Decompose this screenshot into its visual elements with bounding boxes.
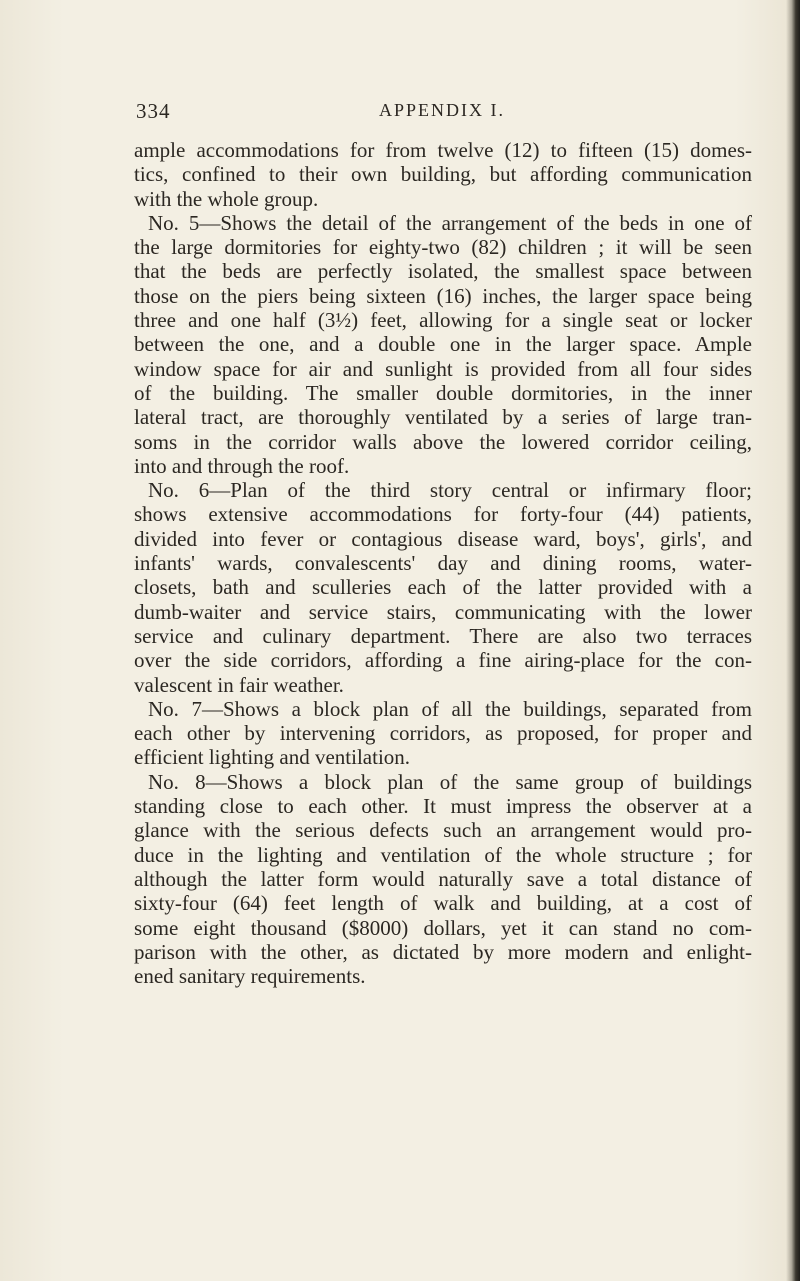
text-line: with the whole group. <box>134 186 319 211</box>
text-line: of the building. The smaller double dormitories, in the inner <box>134 380 752 405</box>
text-line: No. 8—Shows a block plan of the same group of buildings <box>148 769 752 794</box>
text-line: standing close to each other. It must impress the observer at a <box>134 794 752 819</box>
page-edge-shadow <box>786 0 800 1281</box>
text-line: infants' wards, convalescents' day and dining rooms, water- <box>134 551 752 576</box>
text-line: lateral tract, are thoroughly ventilated by a series of large tran- <box>134 405 752 430</box>
text-line: duce in the lighting and ventilation of the whole structure ; for <box>134 842 752 867</box>
text-line: ample accommodations for from twelve (12) to fifteen (15) domes- <box>134 138 752 162</box>
text-line: tics, confined to their own building, but affording communication <box>134 162 752 187</box>
text-line: over the side corridors, affording a fine airing-place for the con- <box>134 648 752 673</box>
text-line: three and one half (3½) feet, allowing for a single seat or locker <box>134 308 752 333</box>
text-line: into and through the roof. <box>134 453 350 478</box>
text-line: between the one, and a double one in the larger space. Ample <box>134 332 752 357</box>
text-line: window space for air and sunlight is provided from all four sides <box>134 356 752 381</box>
text-line: those on the piers being sixteen (16) inches, the larger space being <box>134 283 752 308</box>
text-line: closets, bath and sculleries each of the latter provided with a <box>134 575 752 600</box>
text-line: soms in the corridor walls above the lowered corridor ceiling, <box>134 429 752 454</box>
text-line: each other by intervening corridors, as proposed, for proper and <box>134 721 752 746</box>
text-line: valescent in fair weather. <box>134 672 344 697</box>
text-line: ened sanitary requirements. <box>134 964 366 989</box>
text-line: glance with the serious defects such an arrangement would pro- <box>134 818 752 843</box>
running-head <box>136 99 736 129</box>
text-line: No. 5—Shows the detail of the arrangement of the beds in one of <box>148 210 752 235</box>
text-line: that the beds are perfectly isolated, the smallest space between <box>134 259 752 284</box>
page-number: 334 <box>136 99 171 123</box>
running-title: APPENDIX I. <box>379 100 506 120</box>
text-line: the large dormitories for eighty-two (82) children ; it will be seen <box>134 235 752 260</box>
text-line: dumb-waiter and service stairs, communicating with the lower <box>134 599 752 624</box>
text-line: divided into fever or contagious disease ward, boys', girls', and <box>134 526 752 551</box>
text-line: although the latter form would naturally save a total distance of <box>134 866 752 891</box>
text-line: efficient lighting and ventilation. <box>134 745 411 770</box>
text-line: No. 7—Shows a block plan of all the buildings, separated from <box>148 696 752 721</box>
text-line: service and culinary department. There are also two terraces <box>134 623 752 648</box>
text-line: parison with the other, as dictated by more modern and enlight- <box>134 939 752 964</box>
text-line: shows extensive accommodations for forty-four (44) patients, <box>134 502 752 527</box>
text-line: sixty-four (64) feet length of walk and building, at a cost of <box>134 891 752 916</box>
text-line: No. 6—Plan of the third story central or infirmary floor; <box>148 478 752 503</box>
body-text <box>134 138 752 988</box>
text-line: some eight thousand ($8000) dollars, yet it can stand no com- <box>134 915 752 940</box>
